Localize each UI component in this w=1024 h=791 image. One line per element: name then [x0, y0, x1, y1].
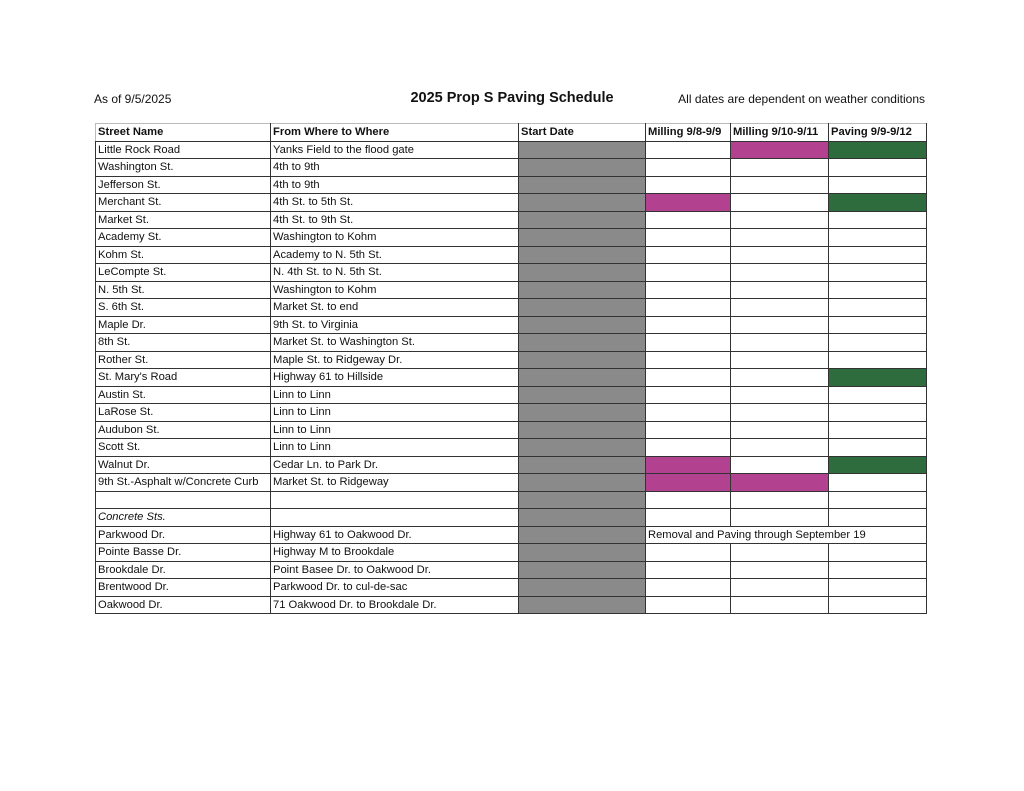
from-to-cell: 71 Oakwood Dr. to Brookdale Dr. [271, 596, 519, 614]
start-date-cell [519, 474, 646, 492]
street-name-cell: Pointe Basse Dr. [96, 544, 271, 562]
table-row [96, 439, 927, 457]
from-to-cell: Highway M to Brookdale [271, 544, 519, 562]
milling-9-8-cell [646, 369, 731, 387]
street-name-cell: LeCompte St. [96, 264, 271, 282]
paving-9-9-cell [829, 544, 927, 562]
milling-9-10-cell [731, 474, 829, 492]
from-to-cell: 4th to 9th [271, 176, 519, 194]
table-row [96, 579, 927, 597]
milling-9-10-cell [731, 421, 829, 439]
column-header: Street Name [96, 124, 271, 142]
paving-9-9-cell [829, 596, 927, 614]
from-to-cell [271, 491, 519, 509]
milling-9-10-cell [731, 369, 829, 387]
from-to-cell: Linn to Linn [271, 421, 519, 439]
table-row [96, 421, 927, 439]
blank-row [96, 491, 927, 509]
street-name-cell: Brentwood Dr. [96, 579, 271, 597]
column-header: Milling 9/10-9/11 [731, 124, 829, 142]
start-date-cell [519, 421, 646, 439]
milling-9-10-cell [731, 439, 829, 457]
milling-9-10-cell [731, 281, 829, 299]
milling-9-10-cell [731, 596, 829, 614]
milling-9-8-cell [646, 351, 731, 369]
milling-9-8-cell [646, 264, 731, 282]
table-row [96, 474, 927, 492]
paving-9-9-cell [829, 351, 927, 369]
page-title: 2025 Prop S Paving Schedule [410, 90, 614, 106]
start-date-cell [519, 351, 646, 369]
milling-9-10-cell [731, 544, 829, 562]
from-to-cell: 4th to 9th [271, 159, 519, 177]
milling-9-10-cell [731, 509, 829, 527]
column-header: From Where to Where [271, 124, 519, 142]
from-to-cell: Market St. to Washington St. [271, 334, 519, 352]
street-name-cell: St. Mary's Road [96, 369, 271, 387]
from-to-cell: Linn to Linn [271, 439, 519, 457]
from-to-cell: Highway 61 to Oakwood Dr. [271, 526, 519, 544]
milling-9-8-cell [646, 579, 731, 597]
street-name-cell: N. 5th St. [96, 281, 271, 299]
street-name-cell: Market St. [96, 211, 271, 229]
table-row [96, 159, 927, 177]
table-row [96, 264, 927, 282]
street-name-cell: LaRose St. [96, 404, 271, 422]
table-row [96, 386, 927, 404]
milling-9-10-cell [731, 386, 829, 404]
column-header: Start Date [519, 124, 646, 142]
paving-9-9-cell [829, 211, 927, 229]
start-date-cell [519, 544, 646, 562]
from-to-cell [271, 509, 519, 527]
street-name-cell: Parkwood Dr. [96, 526, 271, 544]
table-row [96, 211, 927, 229]
milling-9-10-cell [731, 404, 829, 422]
from-to-cell: 4th St. to 5th St. [271, 194, 519, 212]
street-name-cell: Kohm St. [96, 246, 271, 264]
milling-9-10-cell [731, 211, 829, 229]
milling-9-8-cell [646, 176, 731, 194]
street-name-cell: Little Rock Road [96, 141, 271, 159]
milling-9-10-cell [731, 176, 829, 194]
milling-9-8-cell [646, 141, 731, 159]
start-date-cell [519, 246, 646, 264]
milling-9-8-cell [646, 229, 731, 247]
milling-9-8-cell [646, 316, 731, 334]
paving-9-9-cell [829, 404, 927, 422]
milling-9-10-cell [731, 334, 829, 352]
street-name-cell [96, 491, 271, 509]
table-row [96, 404, 927, 422]
milling-9-10-cell [731, 159, 829, 177]
start-date-cell [519, 211, 646, 229]
paving-9-9-cell [829, 509, 927, 527]
milling-9-10-cell [731, 229, 829, 247]
start-date-cell [519, 194, 646, 212]
from-to-cell: Academy to N. 5th St. [271, 246, 519, 264]
from-to-cell: Maple St. to Ridgeway Dr. [271, 351, 519, 369]
street-name-cell: Academy St. [96, 229, 271, 247]
concrete-heading: Concrete Sts. [96, 509, 271, 527]
from-to-cell: Parkwood Dr. to cul-de-sac [271, 579, 519, 597]
table-row [96, 281, 927, 299]
start-date-cell [519, 264, 646, 282]
start-date-cell [519, 491, 646, 509]
paving-9-9-cell [829, 194, 927, 212]
start-date-cell [519, 299, 646, 317]
street-name-cell: Austin St. [96, 386, 271, 404]
paving-schedule-table [95, 123, 927, 614]
paving-9-9-cell [829, 369, 927, 387]
paving-9-9-cell [829, 316, 927, 334]
from-to-cell: Cedar Ln. to Park Dr. [271, 456, 519, 474]
milling-9-10-cell [731, 491, 829, 509]
paving-9-9-cell [829, 561, 927, 579]
start-date-cell [519, 281, 646, 299]
table-row [96, 544, 927, 562]
paving-9-9-cell [829, 246, 927, 264]
street-name-cell: S. 6th St. [96, 299, 271, 317]
from-to-cell: Washington to Kohm [271, 229, 519, 247]
concrete-note-cell [646, 526, 927, 544]
milling-9-10-cell [731, 141, 829, 159]
milling-9-10-cell [731, 456, 829, 474]
start-date-cell [519, 386, 646, 404]
street-name-cell: Walnut Dr. [96, 456, 271, 474]
from-to-cell: Linn to Linn [271, 404, 519, 422]
street-name-cell: 9th St.-Asphalt w/Concrete Curb [96, 474, 271, 492]
street-name-cell: Jefferson St. [96, 176, 271, 194]
from-to-cell: Market St. to end [271, 299, 519, 317]
table-row [96, 596, 927, 614]
from-to-cell: Market St. to Ridgeway [271, 474, 519, 492]
start-date-cell [519, 404, 646, 422]
from-to-cell: Linn to Linn [271, 386, 519, 404]
milling-9-10-cell [731, 351, 829, 369]
milling-9-8-cell [646, 474, 731, 492]
street-name-cell: Audubon St. [96, 421, 271, 439]
from-to-cell: Washington to Kohm [271, 281, 519, 299]
paving-9-9-cell [829, 439, 927, 457]
milling-9-8-cell [646, 456, 731, 474]
milling-9-8-cell [646, 491, 731, 509]
start-date-cell [519, 334, 646, 352]
start-date-cell [519, 596, 646, 614]
concrete-heading-row [96, 509, 927, 527]
milling-9-8-cell [646, 211, 731, 229]
table-row [96, 351, 927, 369]
column-header: Milling 9/8-9/9 [646, 124, 731, 142]
milling-9-8-cell [646, 544, 731, 562]
milling-9-8-cell [646, 159, 731, 177]
milling-9-10-cell [731, 246, 829, 264]
start-date-cell [519, 141, 646, 159]
start-date-cell [519, 579, 646, 597]
from-to-cell: N. 4th St. to N. 5th St. [271, 264, 519, 282]
start-date-cell [519, 439, 646, 457]
milling-9-10-cell [731, 316, 829, 334]
paving-9-9-cell [829, 579, 927, 597]
paving-9-9-cell [829, 421, 927, 439]
table-row [96, 456, 927, 474]
column-header: Paving 9/9-9/12 [829, 124, 927, 142]
concrete-note: Removal and Paving through September 19 [648, 528, 866, 541]
milling-9-8-cell [646, 596, 731, 614]
milling-9-8-cell [646, 439, 731, 457]
paving-9-9-cell [829, 159, 927, 177]
paving-9-9-cell [829, 456, 927, 474]
start-date-cell [519, 159, 646, 177]
milling-9-8-cell [646, 421, 731, 439]
start-date-cell [519, 509, 646, 527]
milling-9-8-cell [646, 246, 731, 264]
table-row [96, 194, 927, 212]
paving-9-9-cell [829, 474, 927, 492]
start-date-cell [519, 561, 646, 579]
paving-9-9-cell [829, 299, 927, 317]
paving-9-9-cell [829, 491, 927, 509]
milling-9-10-cell [731, 264, 829, 282]
paving-9-9-cell [829, 281, 927, 299]
milling-9-8-cell [646, 404, 731, 422]
milling-9-8-cell [646, 509, 731, 527]
from-to-cell: Point Basee Dr. to Oakwood Dr. [271, 561, 519, 579]
start-date-cell [519, 369, 646, 387]
paving-9-9-cell [829, 334, 927, 352]
street-name-cell: Maple Dr. [96, 316, 271, 334]
milling-9-8-cell [646, 386, 731, 404]
table-row [96, 229, 927, 247]
street-name-cell: Rother St. [96, 351, 271, 369]
milling-9-8-cell [646, 281, 731, 299]
table-row [96, 176, 927, 194]
paving-9-9-cell [829, 141, 927, 159]
table-row [96, 299, 927, 317]
milling-9-10-cell [731, 299, 829, 317]
milling-9-8-cell [646, 299, 731, 317]
table-row [96, 141, 927, 159]
from-to-cell: 4th St. to 9th St. [271, 211, 519, 229]
milling-9-8-cell [646, 194, 731, 212]
weather-disclaimer: All dates are dependent on weather conditions [678, 92, 925, 106]
milling-9-8-cell [646, 561, 731, 579]
start-date-cell [519, 526, 646, 544]
table-row [96, 316, 927, 334]
table-row [96, 334, 927, 352]
street-name-cell: Merchant St. [96, 194, 271, 212]
table-row [96, 526, 927, 544]
from-to-cell: Yanks Field to the flood gate [271, 141, 519, 159]
table-row [96, 246, 927, 264]
paving-9-9-cell [829, 386, 927, 404]
milling-9-10-cell [731, 194, 829, 212]
as-of-date: As of 9/5/2025 [94, 92, 172, 106]
start-date-cell [519, 316, 646, 334]
from-to-cell: 9th St. to Virginia [271, 316, 519, 334]
street-name-cell: 8th St. [96, 334, 271, 352]
street-name-cell: Oakwood Dr. [96, 596, 271, 614]
start-date-cell [519, 456, 646, 474]
street-name-cell: Scott St. [96, 439, 271, 457]
table-row [96, 369, 927, 387]
header-row [96, 124, 927, 142]
milling-9-10-cell [731, 561, 829, 579]
paving-9-9-cell [829, 176, 927, 194]
paving-9-9-cell [829, 264, 927, 282]
milling-9-10-cell [731, 579, 829, 597]
street-name-cell: Washington St. [96, 159, 271, 177]
street-name-cell: Brookdale Dr. [96, 561, 271, 579]
start-date-cell [519, 229, 646, 247]
table-row [96, 561, 927, 579]
milling-9-8-cell [646, 334, 731, 352]
paving-9-9-cell [829, 229, 927, 247]
start-date-cell [519, 176, 646, 194]
from-to-cell: Highway 61 to Hillside [271, 369, 519, 387]
